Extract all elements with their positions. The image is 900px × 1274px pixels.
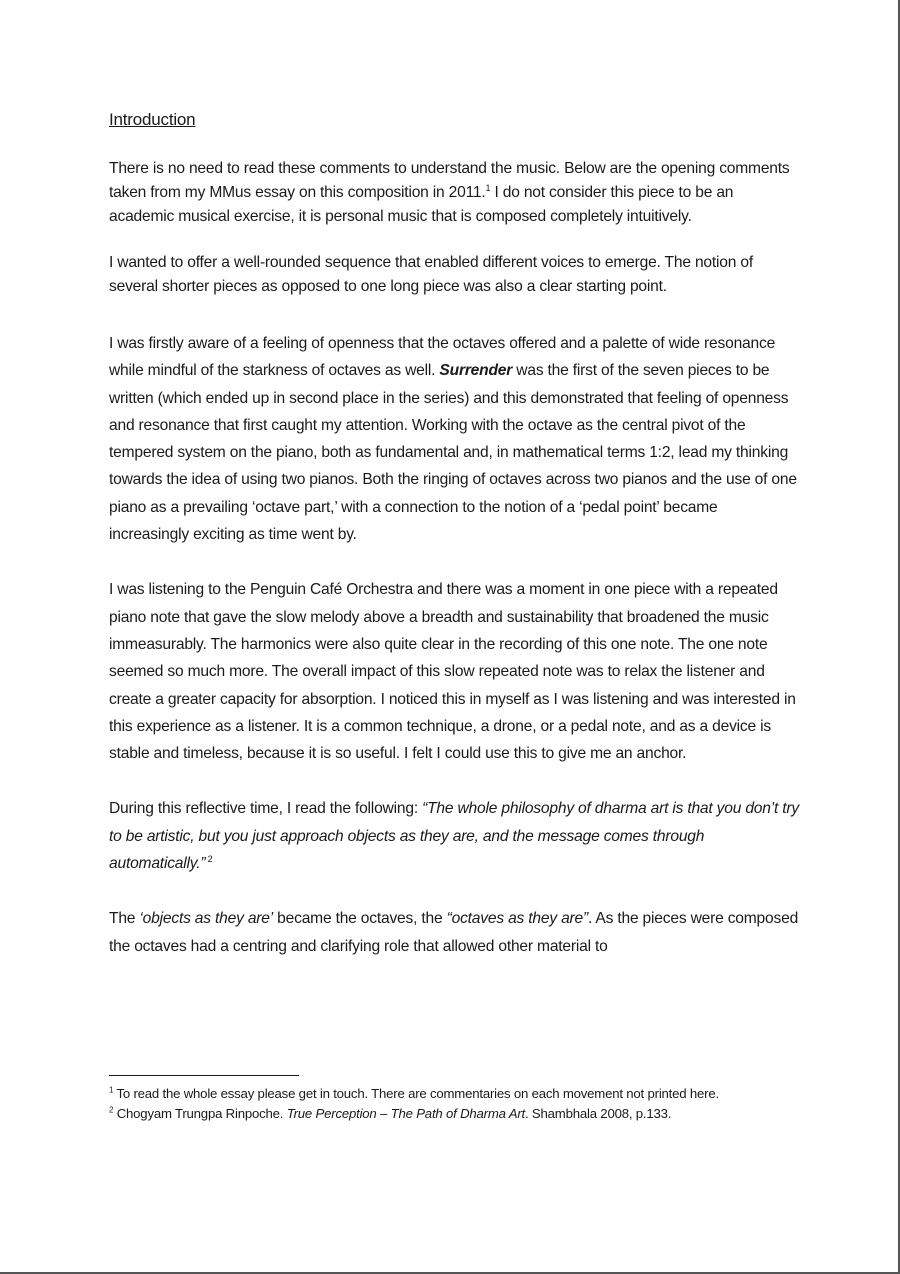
footnote-2 — [109, 1104, 799, 1124]
footnote-1 — [109, 1084, 799, 1104]
paragraph-5 — [109, 795, 799, 877]
footnote-ref-1[interactable]: 1 — [485, 182, 491, 193]
paragraph-5-text-a: During this reflective time, I read the following: — [109, 800, 423, 818]
paragraph-1-text-a: There is no need to read these comments to understand the music. Below are the opening comments taken from my MMus essay on this composition in 2011. — [109, 160, 790, 201]
paragraph-6-text-c: . As the pieces were composed the octaves had a centring and clarifying role that allowed other material to — [109, 910, 799, 955]
paragraph-4: I was listening to the Penguin Café Orchestra and there was a moment in one piece with a repeated piano note that gave the slow melody above a breadth and sustainability that broadened the music immeasurably. The harmonics were also quite clear in the recording of this one note. The one note seemed so much more. The overall impact of this slow repeated note was to relax the listener and create a greater capacity for absorption. I noticed this in myself as I was listening and was interested in this experience as a listener. It is a common technique, a drone, or a pedal note, and as a device is stable and timeless, because it is so useful. I felt I could use this to give me an anchor. — [109, 581, 796, 763]
footnote-2-number: 2 — [109, 1105, 114, 1115]
footnotes — [109, 1084, 799, 1124]
footnote-2-text-b: . Shambhala 2008, p.133. — [525, 1106, 672, 1121]
footnote-2-text-a: Chogyam Trungpa Rinpoche. — [113, 1106, 287, 1121]
paragraph-6-italic-1: ‘objects as they are’ — [139, 910, 274, 928]
paragraph-3-text-a: I was firstly aware of a feeling of openness that the octaves offered and a palette of wide resonance while mindful of the starkness of octaves as well. — [109, 335, 776, 380]
body-text — [109, 108, 799, 960]
paragraph-6-italic-2: “octaves as they are” — [446, 910, 589, 928]
paragraph-6 — [109, 905, 799, 960]
paragraph-3 — [109, 330, 799, 548]
paragraph-1 — [109, 157, 799, 229]
paragraph-3-text-b: was the first of the seven pieces to be written (which ended up in second place in the series) and this demonstrated that feeling of openness and resonance that first caught my attention. Working with the octave as the central pivot of the tempered system on the piano, both as fundamental and, in mathematical terms 1:2, lead my thinking towards the idea of using two pianos. Both the ringing of octaves across two pianos and the use of one piano as a prevailing ‘octave part,’ with a connection to the notion of a ‘pedal point’ became increasingly exciting as time went by. — [109, 362, 797, 544]
dharma-art-quote: “The whole philosophy of dharma art is that you don’t try to be artistic, but you just approach objects as they are, and the message comes through automatically.” — [109, 800, 800, 873]
paragraph-6-text-a: The — [109, 910, 140, 928]
piece-title-surrender: Surrender — [439, 362, 513, 380]
footnote-ref-2[interactable]: 2 — [205, 853, 213, 864]
footnote-1-number: 1 — [109, 1085, 114, 1095]
book-title: True Perception – The Path of Dharma Art — [286, 1106, 525, 1121]
paragraph-6-text-b: became the octaves, the — [273, 910, 447, 928]
paragraph-2: I wanted to offer a well-rounded sequence that enabled different voices to emerge. The notion of several shorter pieces as opposed to one long piece was also a clear starting point. — [109, 254, 753, 295]
paragraph-1-text-b: I do not consider this piece to be an academic musical exercise, it is personal music that is composed completely intuitively. — [109, 184, 734, 225]
section-heading: Introduction — [109, 110, 196, 129]
footnote-1-text: To read the whole essay please get in touch. There are commentaries on each movement not printed here. — [113, 1086, 719, 1101]
footnote-separator — [109, 1075, 299, 1076]
